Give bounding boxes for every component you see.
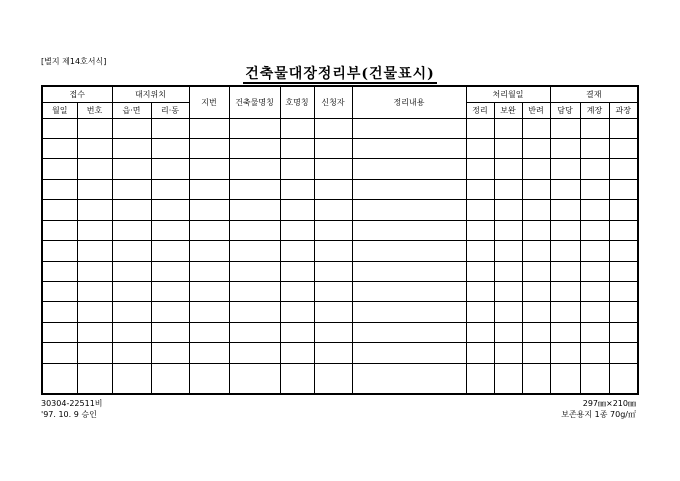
entry-cell[interactable] <box>229 343 280 363</box>
entry-cell[interactable] <box>494 241 522 261</box>
entry-cell[interactable] <box>550 343 580 363</box>
entry-cell[interactable] <box>522 220 550 240</box>
entry-cell[interactable] <box>77 200 112 220</box>
entry-cell[interactable] <box>352 282 466 302</box>
entry-cell[interactable] <box>280 159 314 179</box>
entry-cell[interactable] <box>112 282 151 302</box>
entry-cell[interactable] <box>466 343 494 363</box>
entry-cell[interactable] <box>522 159 550 179</box>
entry-cell[interactable] <box>151 261 189 281</box>
entry-cell[interactable] <box>42 179 77 199</box>
entry-cell[interactable] <box>280 261 314 281</box>
register-body <box>42 118 638 394</box>
entry-cell[interactable] <box>77 220 112 240</box>
entry-cell[interactable] <box>229 241 280 261</box>
entry-cell[interactable] <box>494 322 522 342</box>
entry-cell[interactable] <box>189 200 229 220</box>
entry-cell[interactable] <box>112 118 151 138</box>
entry-cell[interactable] <box>550 159 580 179</box>
entry-cell[interactable] <box>466 179 494 199</box>
approval-date: '97. 10. 9 승인 <box>41 410 97 419</box>
header-returned: 반려 <box>522 102 550 118</box>
entry-cell[interactable] <box>151 363 189 394</box>
entry-cell[interactable] <box>522 343 550 363</box>
entry-cell[interactable] <box>189 118 229 138</box>
entry-cell[interactable] <box>229 118 280 138</box>
entry-cell[interactable] <box>580 363 609 394</box>
entry-cell[interactable] <box>42 241 77 261</box>
entry-cell[interactable] <box>550 363 580 394</box>
entry-cell[interactable] <box>494 220 522 240</box>
entry-cell[interactable] <box>522 302 550 322</box>
entry-cell[interactable] <box>151 138 189 158</box>
entry-cell[interactable] <box>151 302 189 322</box>
header-arranged: 정리 <box>466 102 494 118</box>
entry-cell[interactable] <box>314 261 352 281</box>
header-receipt: 접수 <box>42 86 112 102</box>
entry-cell[interactable] <box>494 200 522 220</box>
entry-cell[interactable] <box>494 363 522 394</box>
entry-cell[interactable] <box>466 302 494 322</box>
entry-cell[interactable] <box>112 220 151 240</box>
entry-cell[interactable] <box>466 118 494 138</box>
entry-cell[interactable] <box>466 220 494 240</box>
entry-cell[interactable] <box>42 302 77 322</box>
entry-cell[interactable] <box>550 200 580 220</box>
footer-left <box>41 398 103 420</box>
entry-cell[interactable] <box>151 159 189 179</box>
entry-cell[interactable] <box>189 282 229 302</box>
entry-cell[interactable] <box>609 138 638 158</box>
entry-cell[interactable] <box>580 261 609 281</box>
entry-cell[interactable] <box>112 343 151 363</box>
header-ri-dong: 리·동 <box>151 102 189 118</box>
entry-cell[interactable] <box>352 118 466 138</box>
entry-cell[interactable] <box>609 343 638 363</box>
table-row <box>42 322 638 342</box>
entry-cell[interactable] <box>550 138 580 158</box>
entry-cell[interactable] <box>352 220 466 240</box>
entry-cell[interactable] <box>466 322 494 342</box>
table-row <box>42 241 638 261</box>
entry-cell[interactable] <box>280 241 314 261</box>
entry-cell[interactable] <box>151 241 189 261</box>
entry-cell[interactable] <box>522 282 550 302</box>
entry-cell[interactable] <box>314 282 352 302</box>
entry-cell[interactable] <box>189 302 229 322</box>
entry-cell[interactable] <box>522 138 550 158</box>
entry-cell[interactable] <box>466 200 494 220</box>
entry-cell[interactable] <box>550 282 580 302</box>
entry-cell[interactable] <box>112 200 151 220</box>
entry-cell[interactable] <box>151 322 189 342</box>
entry-cell[interactable] <box>352 322 466 342</box>
entry-cell[interactable] <box>280 179 314 199</box>
entry-cell[interactable] <box>314 302 352 322</box>
entry-cell[interactable] <box>494 159 522 179</box>
entry-cell[interactable] <box>609 159 638 179</box>
entry-cell[interactable] <box>550 302 580 322</box>
entry-cell[interactable] <box>189 159 229 179</box>
entry-cell[interactable] <box>151 220 189 240</box>
entry-cell[interactable] <box>580 179 609 199</box>
entry-cell[interactable] <box>494 302 522 322</box>
entry-cell[interactable] <box>550 241 580 261</box>
table-row <box>42 363 638 394</box>
header-director: 과장 <box>609 102 638 118</box>
entry-cell[interactable] <box>229 282 280 302</box>
entry-cell[interactable] <box>580 200 609 220</box>
entry-cell[interactable] <box>229 322 280 342</box>
form-code: 30304-22511비 <box>41 399 103 408</box>
entry-cell[interactable] <box>280 282 314 302</box>
entry-cell[interactable] <box>229 220 280 240</box>
entry-cell[interactable] <box>314 159 352 179</box>
header-location: 대지위치 <box>112 86 189 102</box>
entry-cell[interactable] <box>609 179 638 199</box>
paper-type: 보존용지 1종 70g/㎡ <box>561 410 636 419</box>
entry-cell[interactable] <box>352 343 466 363</box>
entry-cell[interactable] <box>151 200 189 220</box>
header-building-number: 호명칭 <box>280 86 314 118</box>
entry-cell[interactable] <box>314 363 352 394</box>
entry-cell[interactable] <box>609 200 638 220</box>
entry-cell[interactable] <box>466 159 494 179</box>
entry-cell[interactable] <box>280 302 314 322</box>
entry-cell[interactable] <box>580 322 609 342</box>
entry-cell[interactable] <box>77 138 112 158</box>
entry-cell[interactable] <box>42 118 77 138</box>
entry-cell[interactable] <box>314 200 352 220</box>
entry-cell[interactable] <box>189 343 229 363</box>
table-row <box>42 159 638 179</box>
entry-cell[interactable] <box>42 363 77 394</box>
entry-cell[interactable] <box>229 302 280 322</box>
entry-cell[interactable] <box>466 241 494 261</box>
entry-cell[interactable] <box>77 241 112 261</box>
entry-cell[interactable] <box>522 118 550 138</box>
entry-cell[interactable] <box>42 159 77 179</box>
entry-cell[interactable] <box>151 179 189 199</box>
entry-cell[interactable] <box>189 261 229 281</box>
table-row <box>42 220 638 240</box>
entry-cell[interactable] <box>314 322 352 342</box>
entry-cell[interactable] <box>112 138 151 158</box>
header-receipt-no: 번호 <box>77 102 112 118</box>
entry-cell[interactable] <box>609 241 638 261</box>
entry-cell[interactable] <box>580 138 609 158</box>
entry-cell[interactable] <box>550 220 580 240</box>
entry-cell[interactable] <box>609 322 638 342</box>
entry-cell[interactable] <box>189 322 229 342</box>
entry-cell[interactable] <box>280 138 314 158</box>
entry-cell[interactable] <box>550 118 580 138</box>
register-table <box>41 85 639 395</box>
entry-cell[interactable] <box>314 118 352 138</box>
entry-cell[interactable] <box>314 220 352 240</box>
entry-cell[interactable] <box>112 179 151 199</box>
entry-cell[interactable] <box>580 159 609 179</box>
entry-cell[interactable] <box>112 302 151 322</box>
entry-cell[interactable] <box>494 282 522 302</box>
entry-cell[interactable] <box>42 282 77 302</box>
entry-cell[interactable] <box>77 159 112 179</box>
entry-cell[interactable] <box>609 363 638 394</box>
entry-cell[interactable] <box>77 282 112 302</box>
entry-cell[interactable] <box>580 241 609 261</box>
entry-cell[interactable] <box>352 261 466 281</box>
entry-cell[interactable] <box>229 200 280 220</box>
entry-cell[interactable] <box>229 159 280 179</box>
entry-cell[interactable] <box>580 220 609 240</box>
table-row <box>42 138 638 158</box>
entry-cell[interactable] <box>466 138 494 158</box>
entry-cell[interactable] <box>522 363 550 394</box>
entry-cell[interactable] <box>189 363 229 394</box>
entry-cell[interactable] <box>42 343 77 363</box>
entry-cell[interactable] <box>314 179 352 199</box>
entry-cell[interactable] <box>494 138 522 158</box>
header-building-name: 건축물명칭 <box>229 86 280 118</box>
footer-right <box>561 398 636 420</box>
entry-cell[interactable] <box>314 138 352 158</box>
entry-cell[interactable] <box>609 302 638 322</box>
entry-cell[interactable] <box>580 302 609 322</box>
header-officer: 담당 <box>550 102 580 118</box>
entry-cell[interactable] <box>580 282 609 302</box>
entry-cell[interactable] <box>77 302 112 322</box>
entry-cell[interactable] <box>314 241 352 261</box>
entry-cell[interactable] <box>522 179 550 199</box>
entry-cell[interactable] <box>151 118 189 138</box>
entry-cell[interactable] <box>112 363 151 394</box>
entry-cell[interactable] <box>609 220 638 240</box>
entry-cell[interactable] <box>352 159 466 179</box>
table-row <box>42 343 638 363</box>
entry-cell[interactable] <box>314 343 352 363</box>
entry-cell[interactable] <box>151 343 189 363</box>
entry-cell[interactable] <box>352 200 466 220</box>
document-title <box>0 63 680 83</box>
header-approval: 결재 <box>550 86 638 102</box>
table-row <box>42 302 638 322</box>
entry-cell[interactable] <box>494 261 522 281</box>
table-row <box>42 200 638 220</box>
entry-cell[interactable] <box>42 322 77 342</box>
entry-cell[interactable] <box>42 200 77 220</box>
entry-cell[interactable] <box>522 200 550 220</box>
entry-cell[interactable] <box>189 179 229 199</box>
entry-cell[interactable] <box>494 179 522 199</box>
entry-cell[interactable] <box>466 282 494 302</box>
entry-cell[interactable] <box>112 241 151 261</box>
entry-cell[interactable] <box>189 220 229 240</box>
entry-cell[interactable] <box>466 363 494 394</box>
entry-cell[interactable] <box>42 261 77 281</box>
form-number-label: [별지 제14호서식] <box>41 57 107 66</box>
entry-cell[interactable] <box>280 118 314 138</box>
entry-cell[interactable] <box>77 363 112 394</box>
entry-cell[interactable] <box>77 343 112 363</box>
table-row <box>42 282 638 302</box>
table-row <box>42 261 638 281</box>
entry-cell[interactable] <box>42 220 77 240</box>
entry-cell[interactable] <box>494 343 522 363</box>
entry-cell[interactable] <box>112 322 151 342</box>
header-lot-no: 지번 <box>189 86 229 118</box>
header-details: 정리내용 <box>352 86 466 118</box>
header-processing-date: 처리월일 <box>466 86 550 102</box>
entry-cell[interactable] <box>229 363 280 394</box>
entry-cell[interactable] <box>77 322 112 342</box>
entry-cell[interactable] <box>229 261 280 281</box>
entry-cell[interactable] <box>609 261 638 281</box>
entry-cell[interactable] <box>42 138 77 158</box>
entry-cell[interactable] <box>522 241 550 261</box>
header-eup-myeon: 읍·면 <box>112 102 151 118</box>
entry-cell[interactable] <box>112 261 151 281</box>
entry-cell[interactable] <box>494 118 522 138</box>
entry-cell[interactable] <box>151 282 189 302</box>
entry-cell[interactable] <box>280 343 314 363</box>
header-applicant: 신청자 <box>314 86 352 118</box>
entry-cell[interactable] <box>352 363 466 394</box>
entry-cell[interactable] <box>352 138 466 158</box>
entry-cell[interactable] <box>609 282 638 302</box>
entry-cell[interactable] <box>112 159 151 179</box>
entry-cell[interactable] <box>229 179 280 199</box>
register-header <box>42 86 638 118</box>
entry-cell[interactable] <box>280 363 314 394</box>
entry-cell[interactable] <box>550 179 580 199</box>
entry-cell[interactable] <box>352 241 466 261</box>
entry-cell[interactable] <box>466 261 494 281</box>
entry-cell[interactable] <box>550 322 580 342</box>
entry-cell[interactable] <box>580 118 609 138</box>
entry-cell[interactable] <box>280 220 314 240</box>
table-row <box>42 118 638 138</box>
entry-cell[interactable] <box>550 261 580 281</box>
entry-cell[interactable] <box>352 179 466 199</box>
document-title-text: 건축물대장정리부(건물표시) <box>245 66 435 82</box>
entry-cell[interactable] <box>609 118 638 138</box>
paper-size: 297㎜×210㎜ <box>582 399 636 408</box>
header-chief: 계장 <box>580 102 609 118</box>
entry-cell[interactable] <box>352 302 466 322</box>
entry-cell[interactable] <box>229 138 280 158</box>
entry-cell[interactable] <box>189 138 229 158</box>
entry-cell[interactable] <box>280 200 314 220</box>
entry-cell[interactable] <box>77 179 112 199</box>
header-receipt-date: 월일 <box>42 102 77 118</box>
entry-cell[interactable] <box>77 261 112 281</box>
entry-cell[interactable] <box>77 118 112 138</box>
header-supplemented: 보완 <box>494 102 522 118</box>
entry-cell[interactable] <box>580 343 609 363</box>
entry-cell[interactable] <box>522 261 550 281</box>
entry-cell[interactable] <box>522 322 550 342</box>
table-row <box>42 179 638 199</box>
entry-cell[interactable] <box>189 241 229 261</box>
entry-cell[interactable] <box>280 322 314 342</box>
